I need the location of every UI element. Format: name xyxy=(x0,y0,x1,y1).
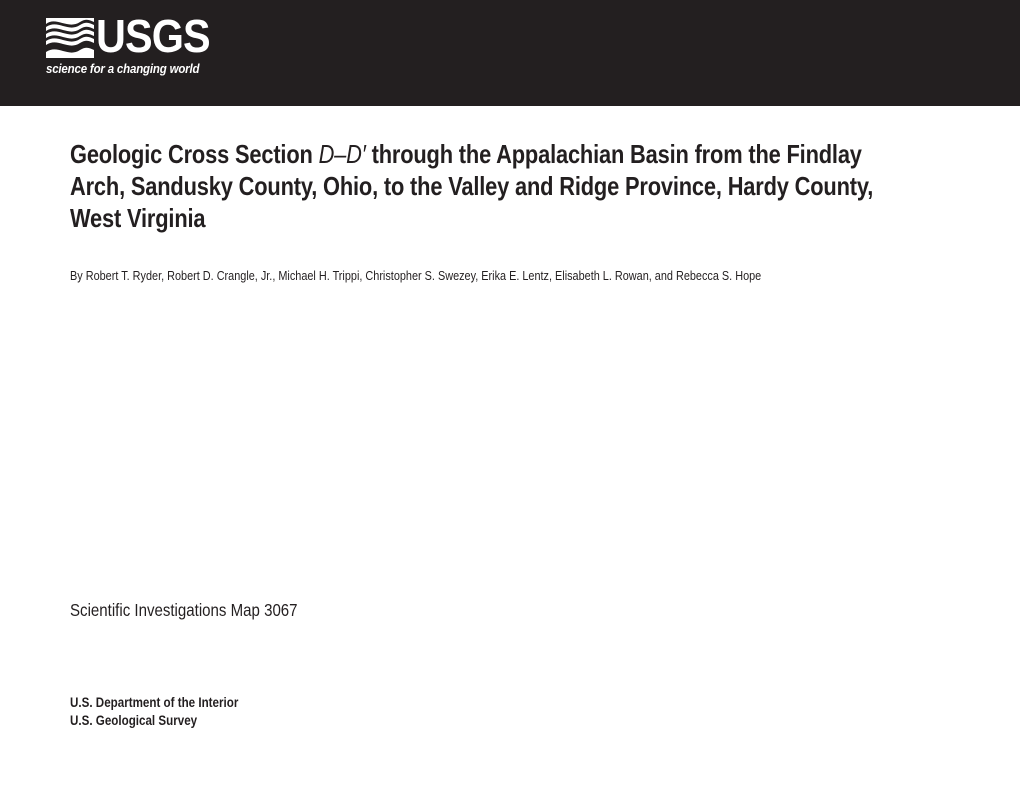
title-line-1-end: through the Appalachian Basin from the Findlay xyxy=(365,139,862,169)
usgs-wordmark: USGS xyxy=(96,10,210,62)
author-list: By Robert T. Ryder, Robert D. Crangle, Jr., Michael H. Trippi, Christopher S. Swezey, Erika E. Lentz, Elisabeth L. Rowan, and Rebecca S. Hope xyxy=(70,268,762,283)
title-line-1 xyxy=(70,138,862,170)
title-line-1-start: Geologic Cross Section xyxy=(70,139,319,169)
page-title xyxy=(70,138,874,234)
title-line-3: West Virginia xyxy=(70,203,206,233)
logo-tagline: science for a changing world xyxy=(46,62,200,76)
department-block xyxy=(70,694,238,730)
department-name: U.S. Department of the Interior xyxy=(70,695,239,710)
header-band xyxy=(0,0,1020,106)
series-label: Scientific Investigations Map 3067 xyxy=(70,600,298,620)
section-label: D–D′ xyxy=(318,139,366,169)
agency-name: U.S. Geological Survey xyxy=(70,713,198,728)
usgs-wave-icon xyxy=(46,18,94,58)
title-line-2: Arch, Sandusky County, Ohio, to the Valley and Ridge Province, Hardy County, xyxy=(70,171,874,201)
usgs-logo[interactable] xyxy=(46,10,221,80)
